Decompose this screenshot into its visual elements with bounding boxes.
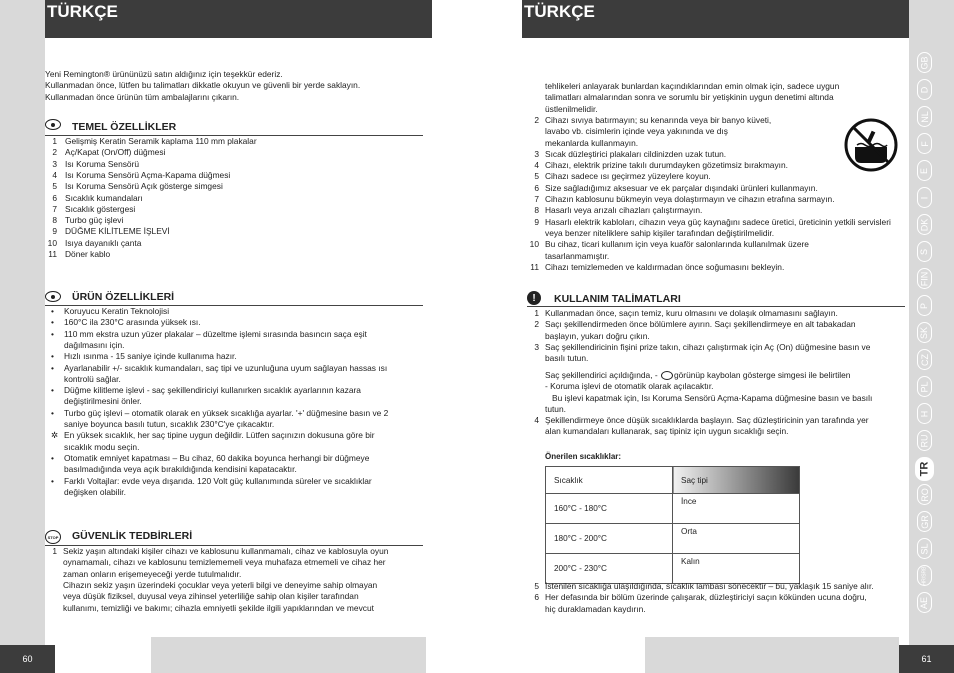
list-item: Farklı Voltajlar: evde veya dışarıda. 120 Volt güç kullanımında süreler ve sıcaklıklar [64, 475, 372, 486]
item-number: 1 [52, 136, 57, 146]
list-item: alan kumandaları kullanarak, saç tipiniz için uygun sıcaklığı seçin. [545, 426, 789, 437]
language-tab-label: E [919, 167, 930, 174]
language-tab-f[interactable] [917, 133, 932, 154]
list-item: saniye boyunca basılı tutun, sıcaklık 230°C'ye çıkacaktır. [64, 419, 275, 429]
language-tab-gr[interactable] [917, 511, 932, 532]
bullet: • [51, 362, 54, 373]
safety-continued-list [520, 81, 905, 273]
list-item: Sıcak düzleştirici plakaları cildinizden uzak tutun. [545, 148, 727, 159]
list-item: Sekiz yaşın altındaki kişiler cihazı ve kablosunu kullanmamalı, cihaz ve kablosuyla oyun [63, 546, 389, 556]
eye-icon [45, 291, 61, 302]
left-footer-bar [151, 637, 426, 673]
list-item: Hasarlı elektrik kabloları, cihazın veya güç kaynağını sadece üretici, üreticinin yetkili servisleri [545, 216, 891, 227]
item-number: 2 [534, 319, 539, 330]
language-tab-gb[interactable] [917, 52, 932, 73]
list-item: Turbo güç işlevi [65, 215, 124, 226]
list-item: Bu cihaz, ticari kullanım için veya kuaför salonlarında kullanılmak üzere [545, 239, 809, 250]
list-item: dağılmasını için. [64, 339, 125, 350]
language-tab-pl[interactable] [917, 376, 932, 397]
right-page-header: TÜRKÇE [522, 0, 909, 38]
item-number: 2 [534, 114, 539, 125]
item-number: 8 [52, 215, 57, 226]
intro-line: Kullanmadan önce ürünün tüm ambalajlarını çıkarın. [45, 91, 240, 102]
table-row: 160°C - 180°C İnce [546, 494, 800, 524]
item-number: 4 [534, 160, 539, 171]
language-tab-nl[interactable] [917, 106, 932, 127]
item-number: 2 [52, 147, 57, 158]
list-item: Isıya dayanıklı çanta [65, 237, 142, 248]
bullet: • [51, 407, 54, 418]
list-item: Düğme kilitleme işlevi - saç şekillendiriciyi kullanırken sıcaklık ayarlarının kazara [64, 385, 361, 396]
features-title: TEMEL ÖZELLİKLER [72, 121, 177, 133]
item-number: 6 [534, 592, 539, 603]
stop-icon: STOP [45, 530, 61, 544]
language-tab-label: FIN [919, 271, 930, 286]
list-item: hiç duraklamadan kaydırın. [545, 603, 646, 614]
language-tab-label: D [919, 86, 930, 93]
intro-line: Yeni Remington® ürününüzü satın aldığınız için teşekkür ederiz. [45, 69, 283, 79]
no-water-icon [843, 117, 899, 173]
list-item: Koruyucu Keratin Teknolojisi [64, 306, 170, 316]
list-item: kontrolü sağlar. [64, 373, 121, 384]
table-header-temp: Sıcaklık [546, 467, 673, 494]
list-item: 110 mm ekstra uzun yüzer plakalar – düzeltme işlemi sırasında basıncın saça eşit [64, 328, 367, 339]
list-item: Kullanmadan önce, saçın temiz, kuru olmasını ve dolaşık olmamasını sağlayın. [545, 308, 838, 318]
list-item: değiştirilmesini önler. [64, 396, 142, 407]
right-page-number: 61 [899, 645, 954, 673]
product-title: ÜRÜN ÖZELLİKLERİ [72, 291, 175, 303]
list-item: En yüksek sıcaklık, her saç tipine uygun değildir. Lütfen saçınızın dokusuna göre bir [64, 430, 375, 441]
item-number: 4 [52, 169, 57, 180]
bullet: • [51, 385, 54, 396]
language-tab-sk[interactable] [917, 322, 932, 343]
language-tab-label: SL [919, 542, 930, 555]
safety-list [45, 546, 430, 614]
item-number: 1 [52, 546, 57, 556]
list-item: mekanlarda kullanmayın. [545, 137, 639, 148]
bullet: • [51, 452, 54, 463]
language-tab-s[interactable] [917, 241, 932, 262]
list-item: Isı Koruma Sensörü Açma-Kapama düğmesi [65, 169, 231, 180]
list-item: Cihazı temizlemeden ve kaldırmadan önce soğumasını bekleyin. [545, 261, 785, 272]
item-number: 5 [52, 181, 57, 192]
language-tab-label: TR [918, 461, 931, 477]
list-item: zaman onların erişemeyeceği yerde tutulmalıdır. [63, 568, 242, 579]
list-item: değişken olabilir. [64, 486, 126, 497]
safety-title: GÜVENLİK TEDBİRLERİ [72, 530, 193, 542]
list-item: oynamamalı, cihazı ve kablosunu temizlememeli veya muhafaza etmemeli ve cihaz her [63, 557, 386, 568]
list-item: Gelişmiş Keratin Seramik kaplama 110 mm plakalar [65, 136, 257, 146]
list-item: basılı tutun. [545, 353, 589, 364]
right-footer-bar [645, 637, 899, 673]
left-page-header: TÜRKÇE [45, 0, 432, 38]
table-header-hairtype: Saç tipi [673, 467, 800, 494]
bullet: • [51, 317, 54, 328]
list-item: Hasarlı veya arızalı cihazları çalıştırmayın. [545, 205, 703, 216]
language-tab-tr[interactable] [915, 457, 934, 481]
list-item: Saç şekillendiricinin fişini prize takın, cihazı çalıştırmak için Aç (On) düğmesine basın ve [545, 341, 871, 352]
table-title: Önerilen sıcaklıklar: [545, 452, 622, 461]
item-number: 11 [530, 261, 539, 272]
list-item: Saçı şekillendirmeden önce bölümlere ayırın. Saçı şekillendirmeye en alt tabakadan [545, 319, 856, 330]
list-item: Ayarlanabilir +/- sıcaklık kumandaları, saç tipi ve uzunluğuna uyum sağlayan hassas ısı [64, 362, 388, 373]
bullet: • [51, 328, 54, 339]
list-item: Cihazın sekiz yaşın üzerindeki çocuklar veya yeterli bilgi ve deneyime sahip olmayan [63, 579, 378, 590]
language-tab-e[interactable] [917, 160, 932, 181]
table-row: 200°C - 230°C Kalın [546, 554, 800, 584]
list-item: tasarlanmamıştır. [545, 250, 610, 261]
list-item: Sıcaklık göstergesi [65, 203, 136, 214]
language-tab-label: DK [919, 218, 930, 231]
language-tab-label: SK [919, 326, 930, 339]
features-list [45, 136, 425, 260]
bullet: • [51, 306, 54, 316]
language-tab-label: H [919, 410, 930, 417]
bullet: • [51, 475, 54, 486]
language-tab-label: HR/SRB [921, 566, 928, 585]
list-item: Size sağladığımız aksesuar ve ek parçalar dışındaki ürünleri kullanmayın. [545, 182, 818, 193]
language-tab-cz[interactable] [917, 349, 932, 370]
language-tab-label: P [919, 302, 930, 309]
list-item: veya düşük fiziksel, duyusal veya zihinsel yeterliliğe sahip olan kişiler tarafından [63, 591, 359, 602]
intro-line: Kullanmadan önce, lütfen bu talimatları dikkatle okuyun ve güvenli bir yerde saklayın. [45, 80, 361, 91]
list-item: talimatları almalarından sonra ve sorumlu bir yetişkinin uygun denetimi altında [545, 92, 834, 103]
language-tab-d[interactable] [917, 79, 932, 100]
list-item: lavabo vb. cisimlerin içinde veya yakınında ve dış [545, 126, 728, 137]
language-tab-label: AE [919, 596, 930, 609]
item-number: 3 [534, 341, 539, 352]
item-number: 9 [52, 226, 57, 237]
item-number: 3 [52, 158, 57, 169]
left-margin-bar [0, 0, 45, 645]
language-tab-h[interactable] [917, 403, 932, 424]
item-number: 1 [534, 308, 539, 318]
item-number: 4 [534, 415, 539, 425]
language-tab-ro[interactable] [917, 484, 932, 505]
list-item: Aç/Kapat (On/Off) düğmesi [65, 147, 166, 158]
item-number: 7 [52, 203, 57, 214]
eye-icon [661, 371, 673, 380]
list-item: veya benzer niteliklere sahip kişiler tarafından değiştirilmelidir. [545, 227, 775, 238]
language-tab-label: NL [919, 110, 930, 123]
item-number: 8 [534, 205, 539, 216]
language-tab-label: RO [919, 487, 930, 502]
language-tab-fin[interactable] [917, 268, 932, 289]
list-item: Isı Koruma Sensörü [65, 158, 140, 169]
list-item: Hızlı ısınma - 15 saniye içinde kullanıma hazır. [64, 351, 237, 362]
language-tab-label: CZ [919, 353, 930, 366]
list-item: Sıcaklık kumandaları [65, 192, 143, 203]
item-number: 9 [534, 216, 539, 227]
list-item: Turbo güç işlevi – otomatik olarak en yüksek sıcaklığa ayarlar. '+' düğmesine basın ve 2 [64, 407, 389, 418]
item-number: 7 [534, 194, 539, 204]
language-tab-label: S [919, 248, 930, 255]
language-tab-label: RU [919, 434, 930, 447]
language-tab-hr-srb[interactable] [917, 565, 932, 586]
list-item: kullanımı, temizliği ve bakımı; cihazla emniyetli şekilde ilgili yapıklarından ve mevcut [63, 602, 374, 613]
language-tab-sl[interactable] [917, 538, 932, 559]
table-row: 180°C - 200°C Orta [546, 524, 800, 554]
instructions-final [520, 581, 905, 615]
list-item: İstenilen sıcaklığa ulaşıldığında, sıcaklık lambası sönecektir – bu, yaklaşık 15 saniye alır. [545, 581, 874, 591]
list-item: Döner kablo [65, 249, 111, 259]
list-item: 160°C ila 230°C arasında yüksek ısı. [64, 317, 201, 328]
language-tab-label: GR [919, 514, 930, 529]
item-number: 6 [534, 182, 539, 193]
instructions-list [520, 308, 905, 365]
instructions-title: KULLANIM TALİMATLARI [554, 293, 681, 305]
bullet: ✲ [51, 430, 59, 441]
language-tab-label: PL [919, 380, 930, 393]
item-number: 11 [48, 249, 57, 259]
list-item: Otomatik emniyet kapatması – Bu cihaz, 60 dakika boyunca herhangi bir düğmeye [64, 452, 370, 463]
item-number: 3 [534, 148, 539, 159]
language-tab-label: F [919, 140, 930, 147]
eye-icon [45, 119, 61, 130]
list-item: basılmadığında veya açık bırakıldığında kendisini kapatacaktır. [64, 464, 297, 475]
warning-icon: ! [527, 291, 541, 305]
list-item: Şekillendirmeye önce düşük sıcaklıklarda başlayın. Saç düzleştiricinin yan tarafında yer [545, 415, 869, 425]
language-tab-p[interactable] [917, 295, 932, 316]
list-item: Cihazın kablosunu bükmeyin veya dolaştırmayın ve cihazın etrafına sarmayın. [545, 194, 835, 204]
language-tab-dk[interactable] [917, 214, 932, 235]
language-tab-ru[interactable] [917, 430, 932, 451]
list-item: Cihazı, elektrik prizine takılı durumdayken gözetimsiz bırakmayın. [545, 160, 788, 171]
instructions-step4 [520, 415, 905, 438]
language-tab-ae[interactable] [917, 592, 932, 613]
item-number: 5 [534, 171, 539, 182]
list-item: başlayın, yukarı doğru çıkın. [545, 330, 650, 341]
list-item: Her defasında bir bölüm üzerinde çalışarak, düzleştiriciyi saçın kökünden ucuna doğru, [545, 592, 867, 603]
language-tab-i[interactable] [917, 187, 932, 208]
item-number: 10 [47, 237, 57, 248]
item-number: 10 [529, 239, 539, 250]
list-item: Cihazı sadece ısı geçirmez yüzeylere koyun. [545, 171, 711, 182]
list-item: DÜĞME KİLİTLEME İŞLEVİ [65, 226, 170, 237]
item-number: 5 [534, 581, 539, 591]
divider [527, 306, 905, 307]
item-number: 6 [52, 192, 57, 203]
list-item: sıcaklık modu seçin. [64, 441, 140, 452]
left-page-number: 60 [0, 645, 55, 673]
temperature-table [545, 466, 800, 584]
list-item: tehlikeleri anlayarak bunlardan kaçındıklarından emin olmak için, sadece uygun [545, 81, 840, 91]
language-tab-label: GB [919, 55, 930, 70]
list-item: üstlenilmelidir. [545, 103, 598, 114]
list-item: Isı Koruma Sensörü Açık gösterge simgesi [65, 181, 223, 192]
language-tab-label: I [919, 196, 930, 199]
bullet: • [51, 351, 54, 362]
list-item: Cihazı sıvıya batırmayın; su kenarında veya bir banyo küveti, [545, 114, 772, 125]
